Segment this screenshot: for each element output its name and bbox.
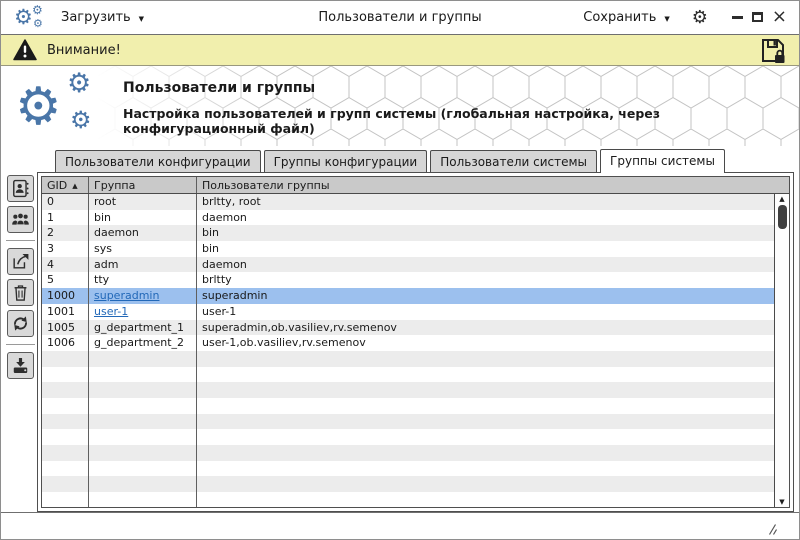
cell-gid [42, 398, 89, 414]
cell-gid [42, 414, 89, 430]
maximize-icon [752, 12, 763, 22]
download-button[interactable] [7, 352, 34, 379]
column-header-gid[interactable]: GID ▲ [42, 177, 89, 193]
warning-text: Внимание! [47, 42, 121, 58]
cell-gid [42, 445, 89, 461]
cell-gid[interactable]: 1 [42, 210, 89, 226]
cell-users [197, 398, 774, 414]
cell-gid[interactable]: 4 [42, 257, 89, 273]
tab-0[interactable]: Пользователи конфигурации [55, 150, 261, 172]
table-row-empty [42, 382, 774, 398]
toolbar-separator [6, 240, 35, 241]
table-row[interactable] [42, 210, 774, 226]
table-row-empty [42, 398, 774, 414]
cell-gid [42, 382, 89, 398]
table-row-empty [42, 445, 774, 461]
cell-group[interactable]: g_department_1 [89, 320, 197, 336]
cell-gid[interactable]: 0 [42, 194, 89, 210]
cell-gid [42, 351, 89, 367]
cell-group [89, 351, 197, 367]
status-bar [1, 512, 799, 539]
page-title: Пользователи и группы [123, 80, 316, 96]
table-row-empty [42, 367, 774, 383]
cell-users[interactable]: superadmin,ob.vasiliev,rv.semenov [202, 320, 397, 334]
cell-users [197, 492, 774, 507]
groups-table [41, 176, 790, 508]
cell-users [197, 476, 774, 492]
cell-users[interactable]: daemon [202, 257, 247, 271]
export-icon [11, 252, 30, 271]
warning-bar [1, 35, 799, 66]
cell-gid[interactable]: 2 [42, 225, 89, 241]
minimize-button[interactable] [732, 16, 743, 19]
users-group-icon [11, 210, 30, 229]
cell-group [89, 461, 197, 477]
trash-icon [11, 283, 30, 302]
save-menu-label: Сохранить [583, 10, 657, 25]
cell-group [89, 398, 197, 414]
resize-grip-icon[interactable] [766, 524, 777, 535]
table-row[interactable] [42, 225, 774, 241]
cell-group [89, 492, 197, 507]
cell-users [197, 414, 774, 430]
close-button[interactable]: × [771, 6, 787, 28]
user-card-button[interactable] [7, 175, 34, 202]
cell-users [197, 445, 774, 461]
app-gears-logo-large-icon: ⚙ ⚙ ⚙ [15, 68, 92, 137]
table-row-empty [42, 429, 774, 445]
table-row-empty [42, 492, 774, 507]
cell-group[interactable]: root [89, 194, 197, 210]
content-frame [37, 172, 794, 512]
cell-group[interactable]: tty [89, 272, 197, 288]
cell-group[interactable]: sys [89, 241, 197, 257]
users-group-button[interactable] [7, 206, 34, 233]
cell-users [197, 429, 774, 445]
main-area [1, 172, 799, 512]
chevron-down-icon: ▼ [664, 14, 670, 23]
cell-users[interactable]: bin [202, 242, 220, 256]
cell-group[interactable] [89, 288, 197, 304]
cell-users [197, 382, 774, 398]
side-toolbar [5, 175, 35, 379]
group-link[interactable]: superadmin [94, 289, 160, 303]
cell-gid [42, 476, 89, 492]
page-subtitle: Настройка пользователей и групп системы (глобальная настройка, через конфигурационный файл) [123, 106, 661, 136]
cell-users[interactable]: bin [202, 226, 220, 240]
cell-group [89, 382, 197, 398]
refresh-icon [11, 314, 30, 333]
cell-gid [42, 367, 89, 383]
table-row-empty [42, 351, 774, 367]
toolbar-separator [6, 344, 35, 345]
cell-group [89, 445, 197, 461]
download-icon [11, 356, 30, 375]
cell-gid[interactable]: 5 [42, 272, 89, 288]
load-menu-button[interactable] [61, 10, 144, 25]
user-card-icon [11, 179, 30, 198]
warning-triangle-icon [13, 39, 37, 61]
cell-users[interactable]: user-1,ob.vasiliev,rv.semenov [202, 336, 366, 350]
load-menu-label: Загрузить [61, 10, 131, 25]
titlebar-right [571, 6, 787, 28]
table-row-empty [42, 414, 774, 430]
cell-group[interactable]: adm [89, 257, 197, 273]
cell-gid [42, 492, 89, 507]
cell-group[interactable]: daemon [89, 225, 197, 241]
scroll-up-icon[interactable]: ▲ [779, 195, 785, 203]
app-gears-logo-icon: ⚙ ⚙ ⚙ [14, 3, 43, 30]
cell-users[interactable]: brltty, root [202, 195, 261, 208]
cell-group [89, 414, 197, 430]
refresh-button[interactable] [7, 310, 34, 337]
cell-group [89, 429, 197, 445]
table-header-row [42, 177, 789, 194]
cell-gid [42, 461, 89, 477]
table-row-empty [42, 461, 774, 477]
delete-button[interactable] [7, 279, 34, 306]
cell-users [197, 461, 774, 477]
cell-group[interactable]: bin [89, 210, 197, 226]
cell-users[interactable]: superadmin [202, 289, 268, 303]
tab-bar [1, 146, 799, 172]
cell-gid[interactable]: 3 [42, 241, 89, 257]
tab-3[interactable]: Группы системы [600, 149, 725, 173]
cell-group[interactable] [89, 304, 197, 320]
window-title: Пользователи и группы [318, 10, 482, 25]
sort-asc-icon: ▲ [72, 181, 78, 190]
maximize-button[interactable] [752, 12, 763, 22]
save-lock-icon [760, 37, 787, 64]
cell-users[interactable]: user-1 [202, 304, 237, 318]
cell-gid[interactable]: 1005 [42, 320, 89, 336]
table-row[interactable] [42, 257, 774, 273]
cell-gid[interactable]: 1006 [42, 335, 89, 351]
tab-1[interactable]: Группы конфигурации [264, 150, 428, 172]
cell-group [89, 476, 197, 492]
group-link[interactable]: user-1 [94, 304, 129, 318]
vertical-scrollbar[interactable] [774, 194, 789, 507]
table-row-empty [42, 476, 774, 492]
table-body [42, 194, 774, 507]
chevron-down-icon: ▼ [138, 14, 145, 23]
table-row[interactable] [42, 304, 774, 320]
cell-group [89, 367, 197, 383]
save-locked-button[interactable] [760, 37, 787, 64]
column-header-users[interactable]: Пользователи группы [202, 179, 330, 192]
cell-gid [42, 429, 89, 445]
cell-users [197, 367, 774, 383]
tab-2[interactable]: Пользователи системы [430, 150, 597, 172]
table-row[interactable] [42, 320, 774, 336]
save-menu-button[interactable] [583, 10, 670, 25]
cell-gid[interactable]: 1000 [42, 288, 89, 304]
cell-users[interactable]: daemon [202, 210, 247, 224]
cell-gid[interactable]: 1001 [42, 304, 89, 320]
table-row[interactable] [42, 272, 774, 288]
window-controls [732, 6, 787, 28]
settings-gear-icon[interactable]: ⚙ [691, 6, 708, 28]
table-row[interactable] [42, 241, 774, 257]
scroll-down-icon[interactable]: ▼ [779, 498, 785, 506]
page-header [1, 66, 799, 146]
title-bar [1, 1, 799, 35]
table-row[interactable] [42, 335, 774, 351]
table-body-wrap [42, 194, 789, 507]
cell-users[interactable]: brltty [202, 273, 232, 287]
export-button[interactable] [7, 248, 34, 275]
minimize-icon [732, 16, 743, 19]
column-header-group[interactable]: Группа [89, 177, 197, 193]
table-row[interactable] [42, 288, 774, 304]
table-row[interactable] [42, 194, 774, 210]
scrollbar-thumb[interactable] [778, 205, 787, 229]
cell-users [197, 351, 774, 367]
cell-group[interactable]: g_department_2 [89, 335, 197, 351]
